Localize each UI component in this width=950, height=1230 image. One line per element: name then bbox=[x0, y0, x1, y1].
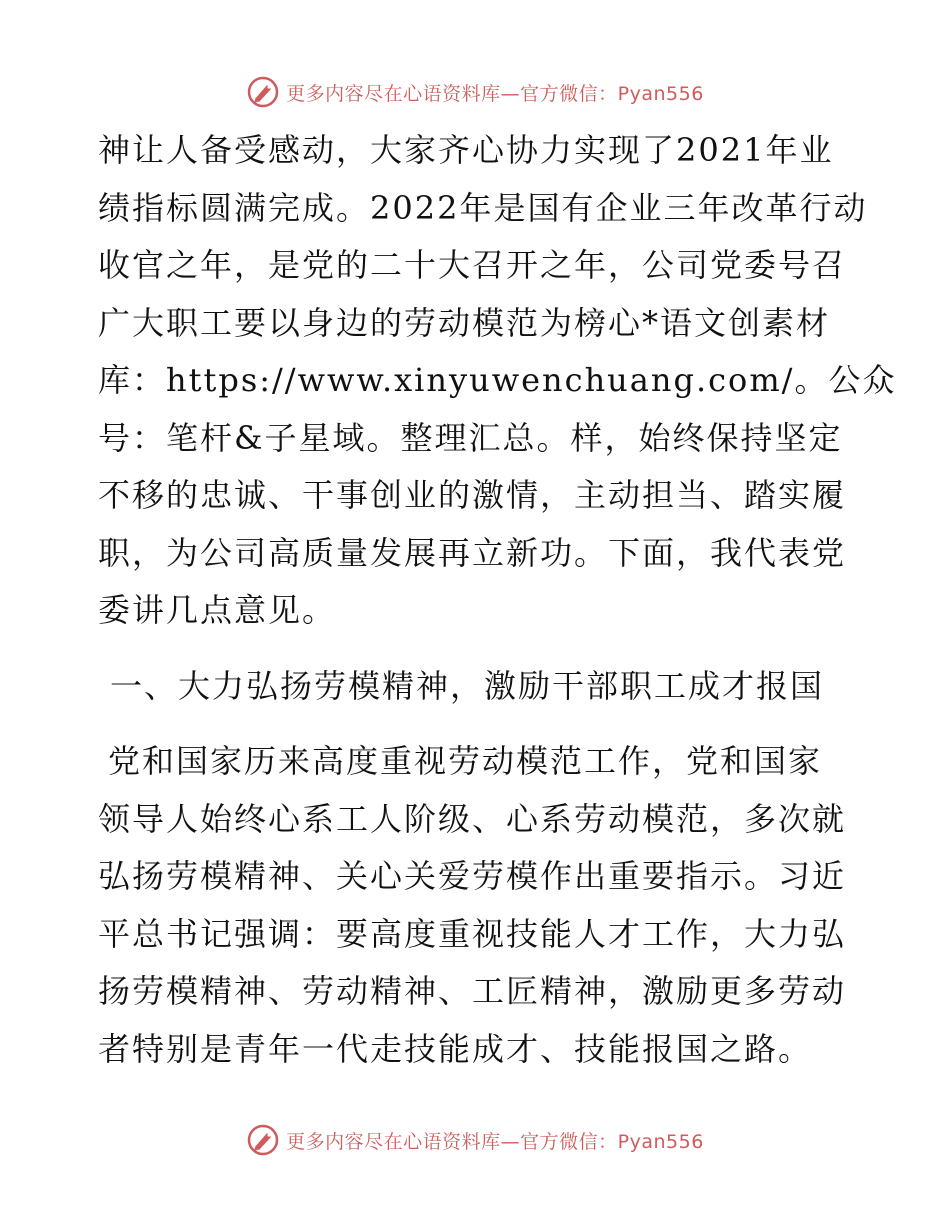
paragraph-line: 平总书记强调：要高度重视技能人才工作，大力弘 bbox=[98, 914, 847, 953]
document-body bbox=[98, 122, 897, 1078]
pen-nib-logo-icon bbox=[246, 1123, 280, 1157]
paragraph-line: 神让人备受感动，大家齐心协力实现了2021年业 bbox=[98, 131, 834, 169]
paragraph-line: 广大职工要以身边的劳动模范为榜心*语文创素材 bbox=[98, 303, 831, 342]
paragraph-line: 职，为公司高质量发展再立新功。下面，我代表党 bbox=[98, 533, 847, 572]
section-heading: 一、大力弘扬劳模精神，激励干部职工成才报国 bbox=[110, 666, 825, 705]
paragraph-line: 党和国家历来高度重视劳动模范工作，党和国家 bbox=[108, 742, 823, 780]
paragraph-spacer bbox=[98, 715, 858, 733]
paragraph-line: 弘扬劳模精神、关心关爱劳模作出重要指示。习近 bbox=[98, 857, 847, 895]
footer-banner-label: 更多内容尽在心语资料库—官方微信： bbox=[286, 1130, 618, 1153]
paragraph-1 bbox=[98, 122, 897, 640]
paragraph-line: 库：https://www.xinyuwenchuang.com/。公众 bbox=[98, 361, 897, 399]
pen-nib-logo-icon bbox=[246, 75, 280, 109]
paragraph-line: 收官之年，是党的二十大召开之年，公司党委号召 bbox=[98, 246, 847, 284]
footer-banner-text bbox=[286, 1127, 704, 1154]
section-1-body bbox=[98, 733, 858, 1078]
footer-banner bbox=[0, 1120, 950, 1160]
paragraph-line: 领导人始终心系工人阶级、心系劳动模范，多次就 bbox=[98, 799, 847, 838]
footer-wechat-id: Pyan556 bbox=[617, 1130, 704, 1153]
header-banner bbox=[0, 72, 950, 112]
paragraph-line: 委讲几点意见。 bbox=[98, 591, 337, 629]
paragraph-line: 号：笔杆&子星域。整理汇总。样，始终保持坚定 bbox=[98, 418, 843, 457]
paragraph-line: 绩指标圆满完成。2022年是国有企业三年改革行动 bbox=[98, 188, 868, 227]
paragraph-spacer bbox=[98, 640, 858, 658]
paragraph-line: 者特别是青年一代走技能成才、技能报国之路。 bbox=[98, 1029, 813, 1068]
header-wechat-id: Pyan556 bbox=[617, 82, 704, 105]
paragraph-line: 扬劳模精神、劳动精神、工匠精神，激励更多劳动 bbox=[98, 972, 847, 1010]
header-banner-label: 更多内容尽在心语资料库—官方微信： bbox=[286, 82, 618, 105]
header-banner-text bbox=[286, 79, 704, 106]
paragraph-line: 不移的忠诚、干事创业的激情，主动担当、踏实履 bbox=[98, 476, 847, 514]
